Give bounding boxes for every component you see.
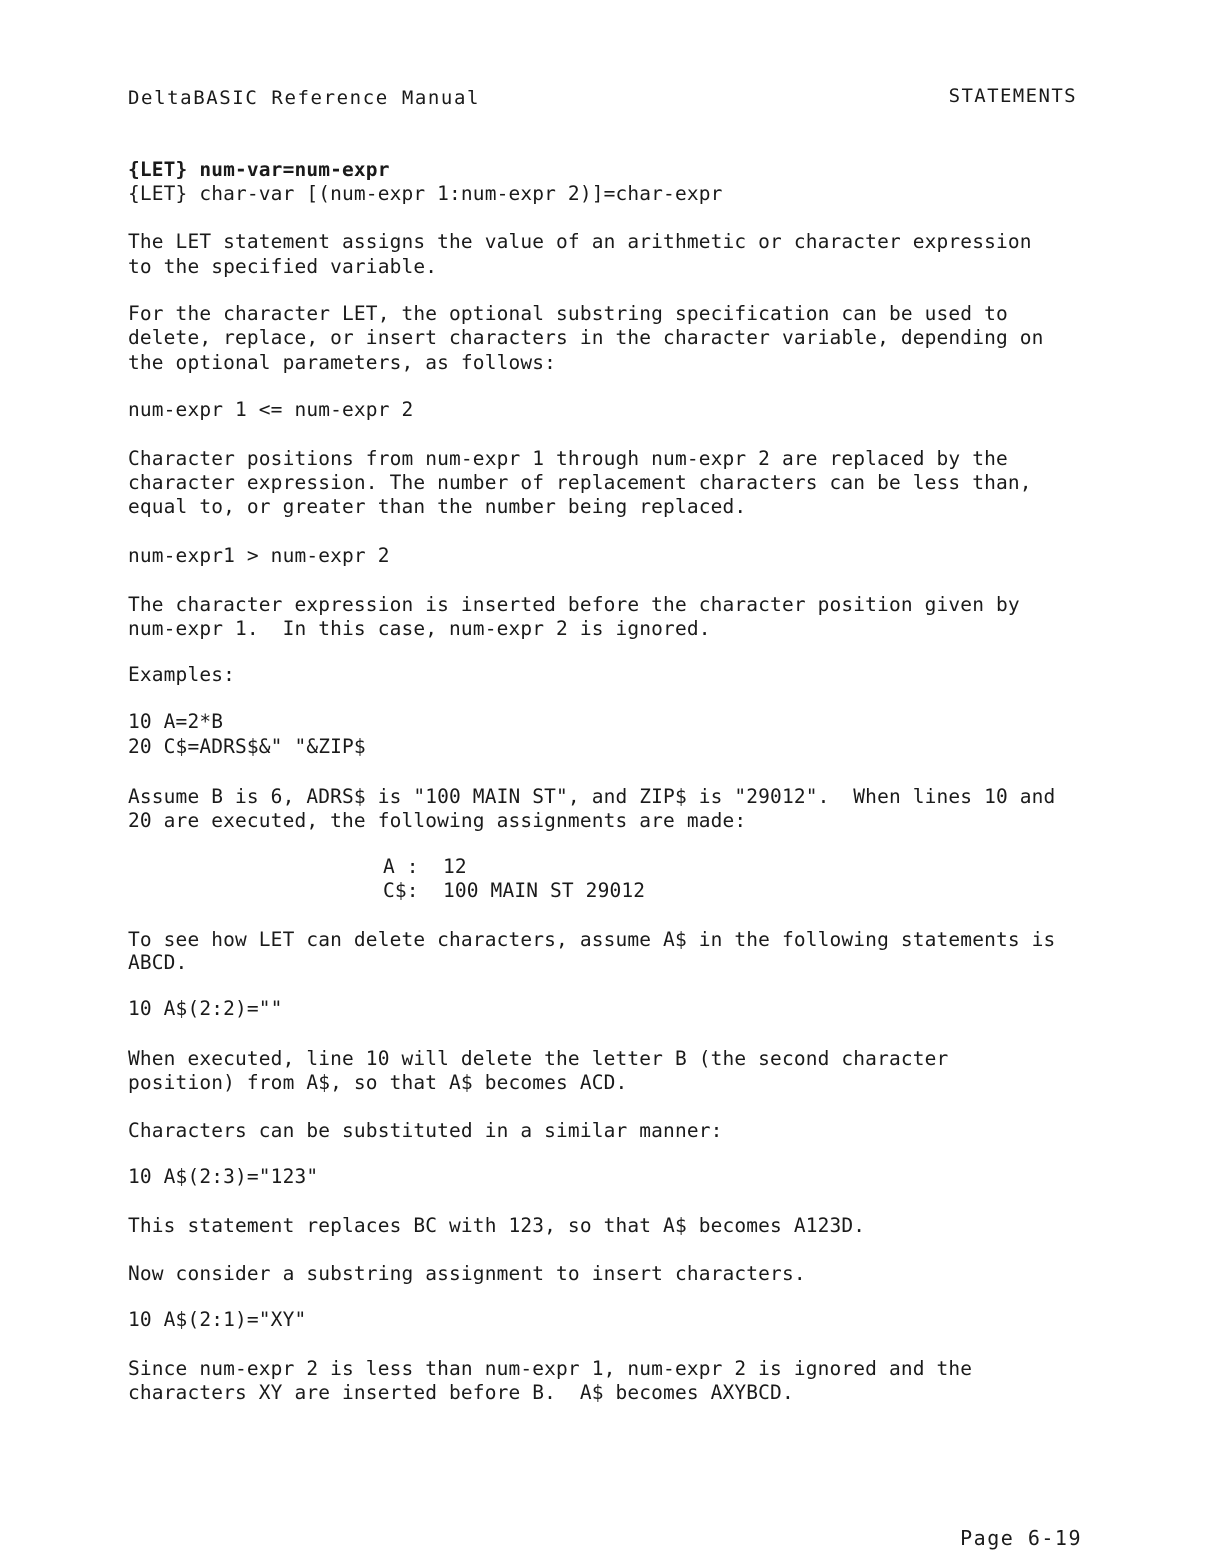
case1-description-line: equal to, or greater than the number being replaced. (128, 495, 747, 518)
assignment-value: 12 (443, 855, 467, 878)
intro-line: The LET statement assigns the value of an arithmetic or character expression (128, 230, 1032, 253)
substring-intro-line: For the character LET, the optional substring specification can be used to (128, 302, 1008, 325)
assignment-value: 100 MAIN ST 29012 (443, 879, 646, 902)
assume-text-line: Assume B is 6, ADRS$ is "100 MAIN ST", and ZIP$ is "29012". When lines 10 and (128, 785, 1056, 808)
substring-intro-line: the optional parameters, as follows: (128, 351, 557, 374)
case2-condition: num-expr1 > num-expr 2 (128, 544, 390, 567)
syntax-line-2: {LET} char-var [(num-expr 1:num-expr 2)]=char-expr (128, 182, 723, 205)
delete-code: 10 A$(2:2)="" (128, 997, 283, 1020)
insert-result-line: characters XY are inserted before B. A$ becomes AXYBCD. (128, 1381, 794, 1404)
intro-line: to the specified variable. (128, 255, 438, 278)
insert-text: Now consider a substring assignment to insert characters. (128, 1262, 806, 1285)
case1-description-line: Character positions from num-expr 1 through num-expr 2 are replaced by the (128, 447, 1008, 470)
insert-code: 10 A$(2:1)="XY" (128, 1308, 307, 1331)
substitute-text: Characters can be substituted in a similar manner: (128, 1119, 723, 1142)
page-number: Page 6-19 (960, 1526, 1082, 1550)
assume-text-line: 20 are executed, the following assignments are made: (128, 809, 747, 832)
delete-text-line: To see how LET can delete characters, assume A$ in the following statements is (128, 928, 1056, 951)
substring-intro-line: delete, replace, or insert characters in the character variable, depending on (128, 326, 1044, 349)
example-code-line: 10 A=2*B (128, 710, 224, 733)
case2-description-line: The character expression is inserted before the character position given by (128, 593, 1020, 616)
case2-description-line: num-expr 1. In this case, num-expr 2 is ignored. (128, 617, 711, 640)
header-section: STATEMENTS (948, 85, 1077, 107)
assignment-var: A : (383, 855, 419, 878)
substitute-code: 10 A$(2:3)="123" (128, 1165, 319, 1188)
delete-result-line: position) from A$, so that A$ becomes ACD. (128, 1071, 628, 1094)
delete-text-line: ABCD. (128, 951, 188, 974)
insert-result-line: Since num-expr 2 is less than num-expr 1, num-expr 2 is ignored and the (128, 1357, 973, 1380)
syntax-line-1: {LET} num-var=num-expr (128, 158, 390, 181)
example-code-line: 20 C$=ADRS$&" "&ZIP$ (128, 735, 366, 758)
case1-description-line: character expression. The number of replacement characters can be less than, (128, 471, 1032, 494)
substitute-result: This statement replaces BC with 123, so that A$ becomes A123D. (128, 1214, 866, 1237)
delete-result-line: When executed, line 10 will delete the letter B (the second character (128, 1047, 949, 1070)
assignment-var: C$: (383, 879, 419, 902)
header-title: DeltaBASIC Reference Manual (128, 87, 481, 109)
case1-condition: num-expr 1 <= num-expr 2 (128, 398, 414, 421)
examples-label: Examples: (128, 663, 236, 686)
